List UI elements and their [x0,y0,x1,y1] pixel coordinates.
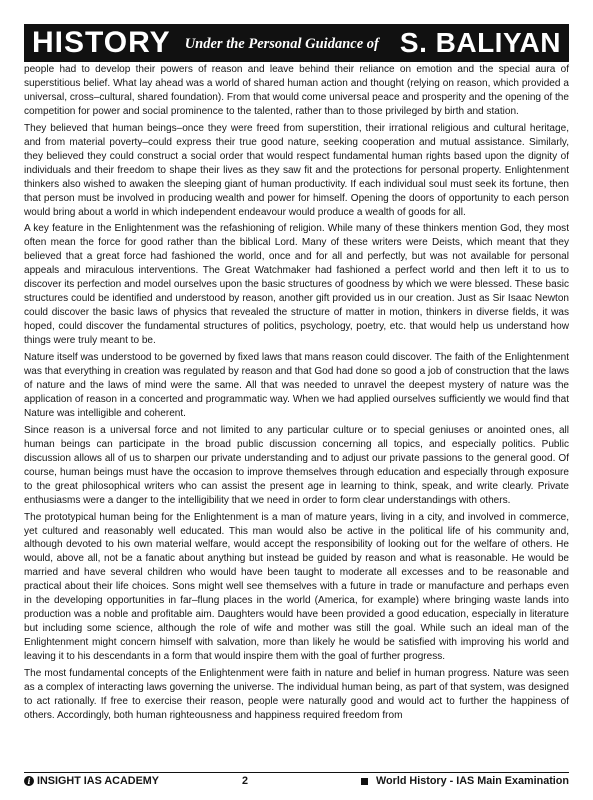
footer-series: World History - IAS Main Examination [376,775,569,787]
info-circle-icon: i [24,776,34,786]
header-tagline: Under the Personal Guidance of [184,36,379,52]
footer-publisher: INSIGHT IAS ACADEMY [37,775,159,787]
footer-publisher-block [24,775,159,787]
paragraph: The prototypical human being for the Enlightenment is a man of mature years, living in a city, and involved in commerce, yet cultured and reasonably well educated. This man would also be active in the political life of his community and, although devoted to his own material welfare, would accept the responsibility of looking out for the welfare of others. He would, above all, not be a fanatic about anything but instead be guided by reason and what is reasonable. He would be married and have several children who would have been taught to moderate all excesses and to be reasonable and practical about their life choices. Sons might well see themselves with a future in trade or manufacture and perhaps even in the developing opportunities in far–flung places in the world (America, for example) where bringing waste lands into production was a noble and profitable aim. Daughters would have been provided a good education, especially in literature but including some science, although the role of wife and mother was still the goal. While such an ideal man of the Enlightenment might concern himself with salvation, more than likely he would be satisfied with improving his world and leaving it to his descendants in a form that would inspire them with the goal of further progress. [24,511,569,663]
paragraph: Since reason is a universal force and not limited to any particular culture or to special geniuses or anointed ones, all human beings can participate in the broad public discussion concerning all topics, and especially politics. Public discussion allows all of us to sharpen our private understanding and to adjust our private passions to the general good. Of course, human beings must have the occasion to improve themselves through education and especially through exposure to the great philosophical writers who can assist the present age in learning to think, speak, and write clearly. Private enthusiasms were a danger to the intelligibility that we need in order to form clear understandings with others. [24,424,569,506]
page-footer [24,772,569,789]
paragraph: Nature itself was understood to be governed by fixed laws that mans reason could discover. The faith of the Enlightenment was that everything in creation was regulated by reason and that God had done so good a job of construction that the laws of nature and the laws of mind were the same. All that was needed to unravel the deepest mystery of nature was the application of reason in a concerted and programmatic way. When we had applied ourselves sufficiently we would find that Nature was intelligible and coherent. [24,352,569,419]
page-header [24,24,569,62]
header-subject: HISTORY [32,26,171,59]
paragraph: people had to develop their powers of reason and leave behind their reliance on emotion and the special aura of superstitious belief. What lay ahead was a world of shared human action and thought (relying on reason, which provided a universal, cross–cultural, shared foundation). From that would come universal peace and prosperity and the opening of the competition for power and social prominence to the talented, rather than to those privileged by birth and station. [24,64,569,117]
paragraph: They believed that human beings–once they were freed from superstition, their irrational religious and cultural heritage, and from material poverty–could express their true good nature, seeking cooperation and mutual assistance. Similarly, they believed they could construct a social order that would respect fundamental human rights based upon the dignity of individuals and their freedom to shape their lives as they saw fit and the protections for personal property. Enlightenment thinkers also wished to awaken the sleeping giant of human productivity. If each individual soul must seek its fortune, then that person must be involved in producing wealth and power for himself. Opening the doors of opportunity to each person would bring about a world in which independent endeavour would produce a wealth of goods for all. [24,122,569,218]
footer-series-block [361,775,569,787]
paragraph: The most fundamental concepts of the Enlightenment were faith in nature and belief in human progress. Nature was seen as a complex of interacting laws governing the universe. The individual human being, as part of that system, was designed to act rationally. If free to exercise their reason, people were naturally good and would act to further the happiness of others. Accordingly, both human righteousness and happiness required freedom from [24,668,569,721]
article-body [24,63,569,726]
square-bullet-icon [361,778,368,785]
paragraph: A key feature in the Enlightenment was the refashioning of religion. While many of these thinkers mention God, they most often mean the force for good rather than the biblical Lord. Many of these writers were Deists, which meant that they believed that a great force had fashioned the world, once and for all and perfectly, but was not available for personal appeals and miraculous interventions. The Great Watchmaker had fashioned a perfect world and then left it to us to discover its perfection and model ourselves upon the basic structures of goodness by which we were blessed. These basic structures could be identified and understood by reason, another gift provided us in our creation. Just as Sir Isaac Newton could discover the basic laws of physics that revealed the structure of matter in motion, thinkers in diverse fields, it was hoped, could discover the fundamental structures of politics, psychology, poetry, etc. that would help us understand how things were truly meant to be. [24,223,569,347]
page-number: 2 [242,775,249,787]
header-author: S. BALIYAN [399,27,561,58]
